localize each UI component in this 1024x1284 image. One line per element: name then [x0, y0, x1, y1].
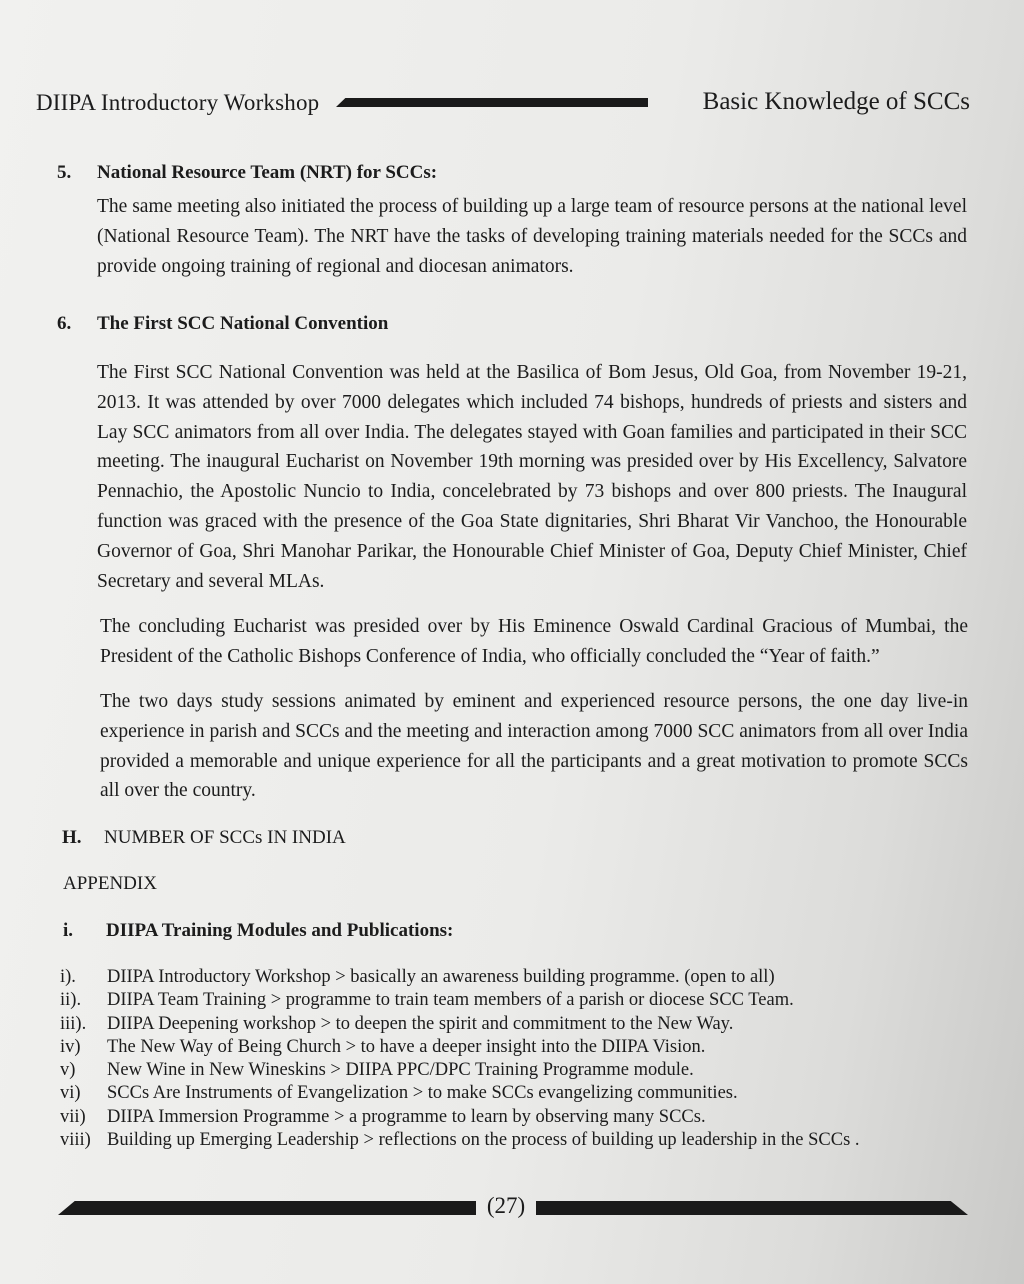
list-item-number: vii) [60, 1106, 86, 1127]
header-left-title: DIIPA Introductory Workshop [36, 90, 320, 115]
section-6-title: The First SCC National Convention [97, 313, 389, 334]
section-6-paragraph-2: The concluding Eucharist was presided over by His Eminence Oswald Cardinal Gracious of Mumbai, the President of the Catholic Bishops Conference of India, who officially concluded the “Year of faith.” [100, 616, 968, 667]
section-5-paragraph: The same meeting also initiated the process of building up a large team of resource persons at the national level (National Resource Team). The NRT have the tasks of developing training materials needed for the SCCs and provide ongoing training of regional and diocesan animators. [97, 196, 967, 277]
section-h-title: NUMBER OF SCCs IN INDIA [104, 827, 346, 848]
footer-left-bar [58, 1201, 476, 1215]
list-item-number: iv) [60, 1036, 81, 1057]
page-number: (27) [486, 1193, 526, 1218]
section-6-number: 6. [57, 313, 72, 334]
list-item-number: ii). [60, 990, 82, 1011]
appendix-heading: APPENDIX [63, 873, 157, 894]
list-item-text: DIIPA Introductory Workshop > basically an awareness building programme. (open to all) [107, 967, 775, 987]
section-6-paragraph-3: The two days study sessions animated by eminent and experienced resource persons, the one day live-in experience in parish and SCCs and the meeting and interaction among 7000 SCC animators from all over India provided a memorable and unique experience for all the participants and a great motivation to promote SCCs all over the country. [100, 691, 968, 802]
section-5-title: National Resource Team (NRT) for SCCs: [97, 162, 438, 183]
page-header [36, 84, 970, 124]
footer-right-bar [536, 1201, 968, 1215]
appendix-sub-title: DIIPA Training Modules and Publications: [106, 920, 454, 941]
section-5-number: 5. [57, 162, 72, 183]
header-right-title: Basic Knowledge of SCCs [702, 88, 970, 115]
list-item-text: DIIPA Deepening workshop > to deepen the spirit and commitment to the New Way. [107, 1013, 734, 1034]
page-footer [58, 1193, 968, 1223]
list-item-number: vi) [60, 1083, 81, 1104]
list-item-number: viii) [60, 1130, 91, 1151]
list-item-text: New Wine in New Wineskins > DIIPA PPC/DPC Training Programme module. [107, 1060, 694, 1081]
list-item-number: v) [60, 1060, 76, 1081]
list-item-number: iii). [60, 1013, 87, 1034]
list-item-text: The New Way of Being Church > to have a deeper insight into the DIIPA Vision. [107, 1036, 706, 1057]
list-item-text: SCCs Are Instruments of Evangelization > to make SCCs evangelizing communities. [107, 1083, 738, 1104]
list-item-text: Building up Emerging Leadership > reflections on the process of building up leadership in the SCCs . [107, 1130, 860, 1151]
list-item-text: DIIPA Team Training > programme to train team members of a parish or diocese SCC Team. [107, 990, 794, 1011]
list-item-text: DIIPA Immersion Programme > a programme to learn by observing many SCCs. [107, 1106, 706, 1127]
header-divider-bar [336, 98, 648, 107]
section-6-paragraph-1: The First SCC National Convention was held at the Basilica of Bom Jesus, Old Goa, from November 19-21, 2013. It was attended by over 7000 delegates which included 74 bishops, hundreds of priests and sisters and Lay SCC animators from all over India. The delegates stayed with Goan families and participated in their SCC meeting. The inaugural Eucharist on November 19th morning was presided over by His Excellency, Salvatore Pennachio, the Apostolic Nuncio to India, concelebrated by 73 bishops and over 800 priests. The Inaugural function was graced with the presence of the Goa State dignitaries, Shri Bharat Vir Vanchoo, the Honourable Governor of Goa, Shri Manohar Parikar, the Honourable Chief Minister of Goa, Deputy Chief Minister, Chief Secretary and several MLAs. [97, 362, 967, 592]
list-item-number: i). [60, 967, 76, 987]
section-h-number: H. [62, 827, 82, 848]
appendix-sub-number: i. [63, 920, 74, 941]
